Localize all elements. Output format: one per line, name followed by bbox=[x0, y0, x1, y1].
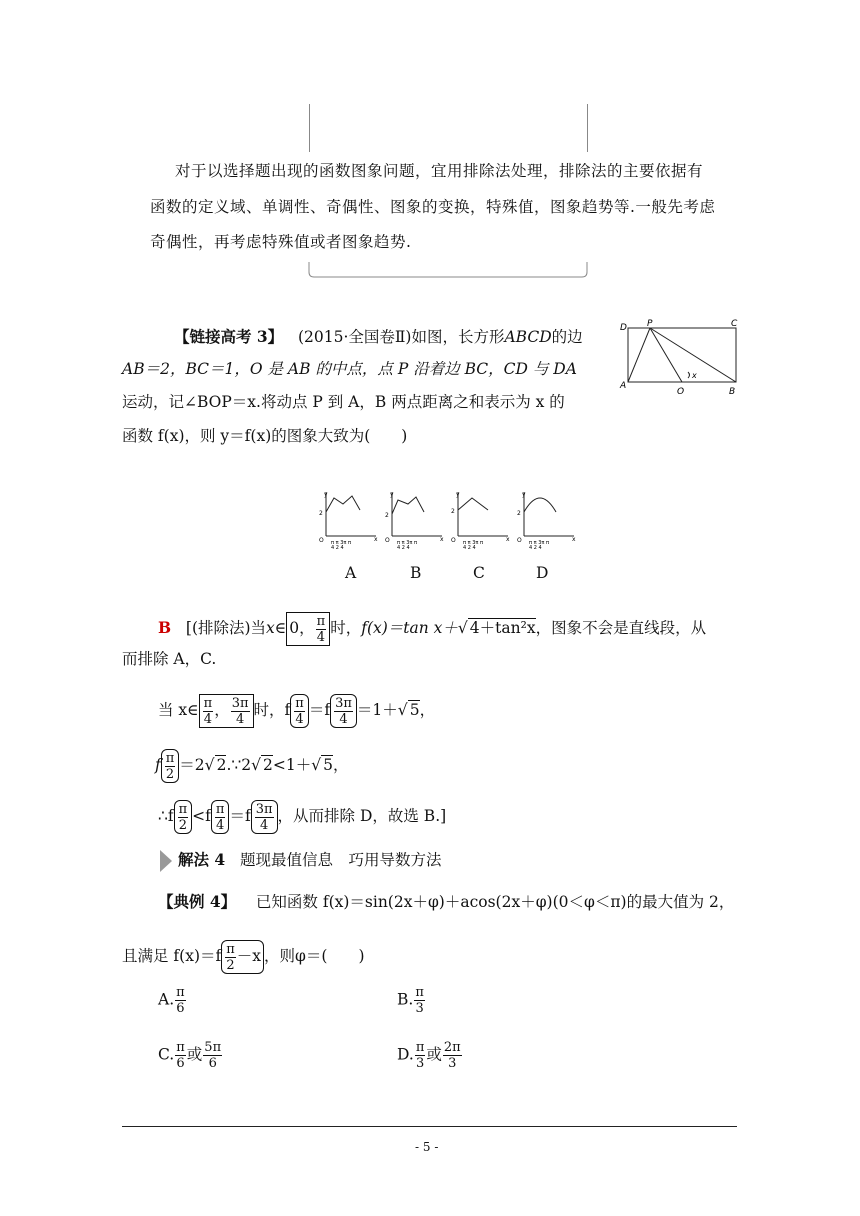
ex4-line-2: 且满足 f(x)＝f $\frac{\pi}{2}$ －x ，则φ＝( ) bbox=[122, 941, 365, 973]
svg-text:x: x bbox=[440, 536, 444, 543]
note-line-2: 函数的定义域、单调性、奇偶性、图象的变换，特殊值，图象趋势等.一般先考虑 bbox=[150, 198, 716, 216]
svg-text:2: 2 bbox=[517, 510, 521, 517]
svg-text:B: B bbox=[729, 387, 736, 397]
sol3-line-5: ∴f $\frac{\pi}{2}$ <f $\frac{\pi}{4}$ ＝f $\frac{3\pi}{4}$ ，从而排除 D，故选 B.] bbox=[158, 801, 447, 833]
svg-text:2: 2 bbox=[385, 512, 389, 519]
graph-label-c: C bbox=[473, 564, 485, 582]
svg-text:4 2 4: 4 2 4 bbox=[463, 545, 476, 550]
svg-text:O: O bbox=[677, 387, 685, 397]
link3-line-2: AB＝2，BC＝1，O 是 AB 的中点，点 P 沿着边 BC，CD 与 DA bbox=[122, 360, 577, 378]
svg-text:4 2 4: 4 2 4 bbox=[529, 545, 542, 550]
svg-text:y: y bbox=[324, 491, 328, 498]
link3-line-3: 运动，记∠BOP＝x.将动点 P 到 A，B 两点距离之和表示为 x 的 bbox=[122, 393, 565, 411]
svg-text:P: P bbox=[647, 319, 653, 329]
graph-d bbox=[517, 491, 576, 550]
option-graphs bbox=[318, 488, 578, 550]
svg-text:O: O bbox=[385, 537, 390, 544]
bracket-left-line bbox=[309, 104, 310, 152]
footer-rule bbox=[122, 1126, 737, 1127]
svg-text:y: y bbox=[456, 491, 460, 498]
rectangle-figure bbox=[616, 318, 746, 400]
svg-text:O: O bbox=[517, 537, 522, 544]
graph-label-a: A bbox=[345, 564, 357, 582]
sol3-line-2: 而排除 A，C. bbox=[122, 650, 217, 668]
graph-b bbox=[385, 491, 444, 550]
svg-text:π π 3π π: π π 3π π bbox=[529, 540, 549, 546]
svg-text:2: 2 bbox=[451, 508, 455, 515]
svg-text:2: 2 bbox=[319, 510, 323, 517]
graph-a bbox=[319, 491, 378, 550]
svg-text:4 2 4: 4 2 4 bbox=[397, 545, 410, 550]
ex4-line-1: 【典例 4】 已知函数 f(x)＝sin(2x＋φ)＋acos(2x＋φ)(0＜φ＜π)的最大值为 2， bbox=[158, 892, 735, 911]
triangle-marker-icon bbox=[160, 850, 172, 872]
svg-text:π π 3π π: π π 3π π bbox=[463, 540, 483, 546]
svg-text:D: D bbox=[620, 323, 627, 333]
note-line-3: 奇偶性，再考虑特殊值或者图象趋势. bbox=[150, 233, 412, 251]
answer-b: B bbox=[158, 617, 172, 637]
sol3-line-4: f $\frac{\pi}{2}$ ＝2√ 2.∵2√ 2<1＋√ 5， bbox=[155, 750, 349, 782]
bracket-right-line bbox=[587, 104, 588, 152]
svg-text:x: x bbox=[572, 536, 576, 543]
graph-c bbox=[451, 491, 510, 550]
svg-text:C: C bbox=[731, 319, 738, 329]
link3-tag: 【链接高考 3】 bbox=[174, 327, 284, 346]
svg-text:x: x bbox=[506, 536, 510, 543]
svg-text:O: O bbox=[319, 537, 324, 544]
svg-text:O: O bbox=[451, 537, 456, 544]
page-number: - 5 - bbox=[415, 1140, 439, 1154]
option-a[interactable]: A. $\frac{\pi}{6}$ bbox=[158, 985, 185, 1016]
method4-heading: 解法 4 题现最值信息 巧用导数方法 bbox=[160, 848, 441, 872]
ex4-tag: 【典例 4】 bbox=[158, 892, 237, 911]
svg-text:A: A bbox=[620, 381, 627, 391]
link3-line-4: 函数 f(x)，则 y＝f(x)的图象大致为( ) bbox=[122, 427, 408, 445]
svg-text:x: x bbox=[374, 536, 378, 543]
svg-text:x: x bbox=[692, 371, 697, 380]
option-d[interactable]: D. $\frac{\pi}{3}$ 或 $\frac{2\pi}{3}$ bbox=[397, 1040, 461, 1071]
sol3-line-1: B [(排除法)当x∈ 0， $\frac{\pi}{4}$ 时，f(x)＝tan x＋√ 4＋tan²x，图象不会是直线段，从 bbox=[158, 613, 707, 645]
svg-text:π π 3π π: π π 3π π bbox=[397, 540, 417, 546]
svg-text:y: y bbox=[522, 491, 526, 498]
option-c[interactable]: C. $\frac{\pi}{6}$ 或 $\frac{5\pi}{6}$ bbox=[158, 1040, 222, 1071]
svg-text:π π 3π π: π π 3π π bbox=[331, 540, 351, 546]
svg-text:y: y bbox=[390, 491, 394, 498]
graph-label-d: D bbox=[536, 564, 549, 582]
bracket-bottom bbox=[305, 262, 595, 282]
option-b[interactable]: B. $\frac{\pi}{3}$ bbox=[397, 985, 424, 1016]
svg-text:4 2 4: 4 2 4 bbox=[331, 545, 344, 550]
sol3-line-3: 当 x∈ $\frac{\pi}{4}$ ， $\frac{3\pi}{4}$ 时，f $\frac{\pi}{4}$ ＝f $\frac{3\pi}{4}$ ＝1＋√ 5， bbox=[158, 695, 436, 727]
note-line-1: 对于以选择题出现的函数图象问题，宜用排除法处理，排除法的主要依据有 bbox=[175, 162, 704, 180]
graph-label-b: B bbox=[410, 564, 422, 582]
link3-line-1: 【链接高考 3】 (2015·全国卷Ⅱ)如图，长方形ABCD的边 bbox=[174, 327, 583, 346]
